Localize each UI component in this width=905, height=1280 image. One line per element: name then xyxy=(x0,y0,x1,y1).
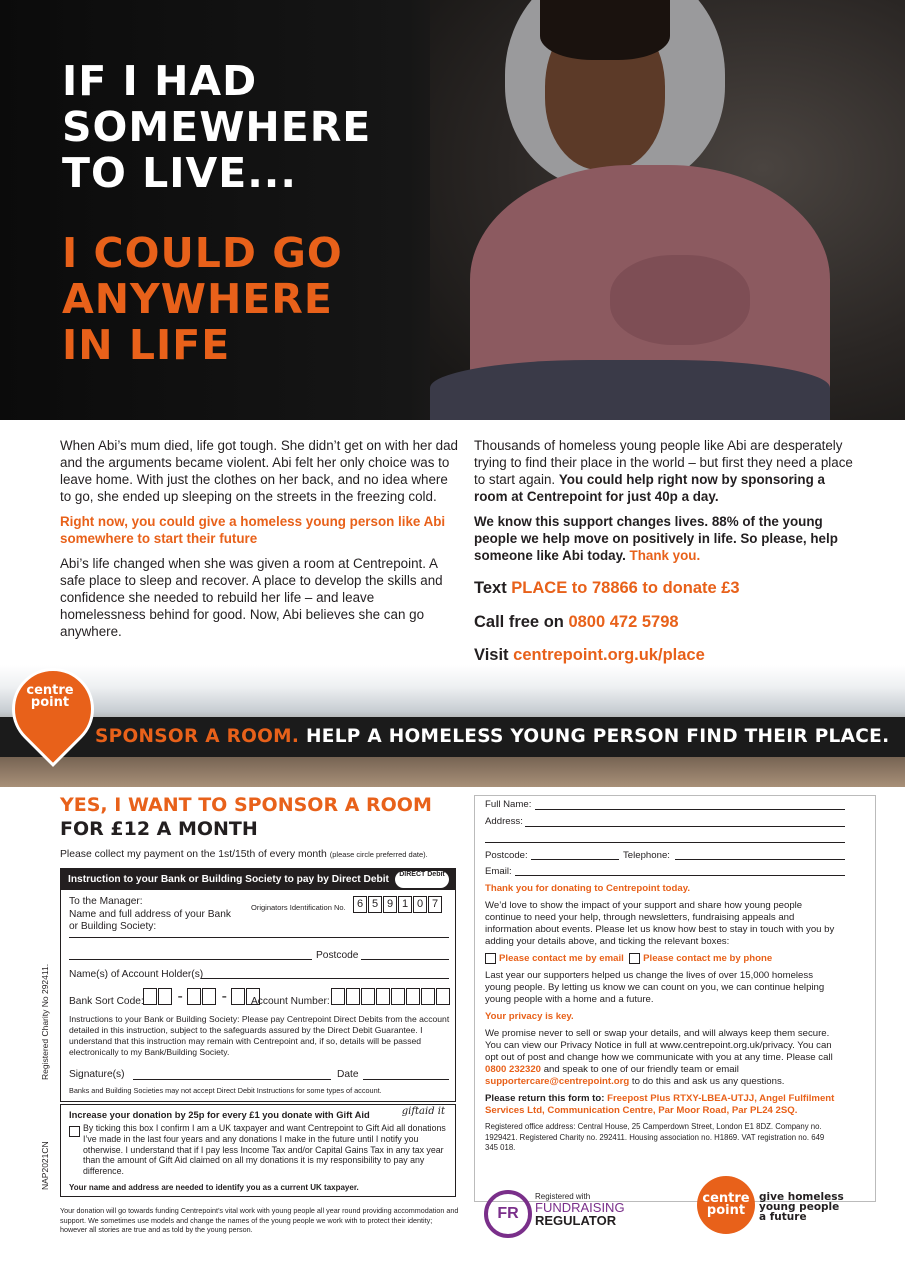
originator-digit: 9 xyxy=(383,896,397,913)
cta-prefix: Call free on xyxy=(474,612,569,631)
appeal-text: Thousands of homeless young people like Abi are desperately trying to find their place in the world – but first they need a place to start again. xyxy=(474,438,853,487)
privacy-text xyxy=(485,883,835,1159)
originator-id xyxy=(353,896,443,914)
appeal-text-bold: You could help right now by sponsoring a room at Centrepoint for just 40p a day. xyxy=(474,472,825,504)
gift-aid-note: Your name and address are needed to identify you as a current UK taxpayer. xyxy=(69,1183,359,1192)
appeal-paragraph xyxy=(474,437,854,505)
privacy-paragraph xyxy=(485,1028,835,1088)
privacy-text-c: to do this and ask us any questions. xyxy=(629,1076,785,1088)
originator-digit: 6 xyxy=(353,896,367,913)
story-column-left xyxy=(60,437,460,648)
date-label: Date xyxy=(337,1069,359,1080)
originator-label: Originators Identification No. xyxy=(251,903,346,912)
address-field-2[interactable] xyxy=(485,842,845,843)
fr-name-2: REGULATOR xyxy=(535,1213,617,1228)
to-manager-label: To the Manager: xyxy=(69,896,143,907)
headline-line: I COULD GO xyxy=(62,229,343,277)
nap-code: NAP2021CN xyxy=(40,1141,50,1190)
impact-paragraph: Last year our supporters helped us change the lives of over 15,000 homeless young people. By letting us know we can count on you, we can continue helping young people with a home and a future. xyxy=(485,970,825,1006)
gift-aid-logo: giftaid it xyxy=(401,1106,445,1117)
gift-aid-title: Increase your donation by 25p for every £1 you donate with Gift Aid xyxy=(69,1109,370,1120)
supporter-email-link[interactable]: supportercare@centrepoint.org xyxy=(485,1076,630,1088)
bank-address-field[interactable] xyxy=(69,937,449,938)
hero-image xyxy=(0,0,905,420)
hero-hair xyxy=(540,0,670,60)
banner-text xyxy=(95,726,889,747)
story-paragraph: Abi’s life changed when she was given a room at Centrepoint. A safe place to sleep and recover. A place to develop the skills and confidence she needed to rebuild her life – and leave homelessness behind for good. Now, Abi believes she can go anywhere. xyxy=(60,556,443,639)
contact-options xyxy=(485,953,835,965)
email-consent-checkbox[interactable] xyxy=(485,953,496,964)
privacy-text-b: and speak to one of our friendly team or email xyxy=(541,1064,739,1076)
form-subtitle: FOR £12 A MONTH xyxy=(60,818,258,840)
address-label: Address: xyxy=(485,816,523,827)
appeal-paragraph xyxy=(474,513,854,564)
headline-white xyxy=(62,58,371,196)
signature-label: Signature(s) xyxy=(69,1069,125,1080)
cta-prefix: Text xyxy=(474,579,512,597)
supporter-phone-link[interactable]: 0800 232320 xyxy=(485,1064,542,1076)
bank-postcode-field[interactable] xyxy=(361,959,449,960)
email-consent-label: Please contact me by email xyxy=(499,953,624,965)
disclaimer: Your donation will go towards funding Centrepoint’s vital work with young people all year round providing accommodation and support. We sometimes use models and change the names of the young people we work with to protect their identity; however all stories are true and as told by the young person. xyxy=(60,1206,459,1234)
story-paragraph: When Abi’s mum died, life got tough. She didn’t get on with her dad and the arguments became violent. Abi felt her only choice was to leave home. With just the clothes on her back, and no idea where to go, she ended up sleeping on the streets in the freezing cold. xyxy=(60,438,458,504)
tagline-line: a future xyxy=(759,1211,807,1223)
personal-details-form xyxy=(474,795,876,1202)
direct-debit-logo: DIRECT Debit xyxy=(395,871,449,888)
centrepoint-logo: centre point xyxy=(26,683,74,710)
appeal-text-bold: We know this support changes lives. 88% of the young people we help move on positively in life. So please, help someone like Abi today. xyxy=(474,514,838,563)
headline-line: ANYWHERE xyxy=(62,275,333,323)
freepost-address: Freepost Plus RTXY-LBEA-UTJJ, Angel Fulfilment Services Ltd, Communication Centre, Par Moor Road, Par PL24 2SQ. xyxy=(485,1093,835,1117)
return-label: Please return this form to: xyxy=(485,1093,608,1105)
account-number-field[interactable] xyxy=(331,988,451,1006)
full-name-field[interactable] xyxy=(535,809,845,810)
date-field[interactable] xyxy=(363,1079,449,1080)
account-holders-label: Name(s) of Account Holder(s) xyxy=(69,969,204,980)
bank-address-label: Name and full address of your Bank or Building Society: xyxy=(69,909,231,932)
originator-digit: 0 xyxy=(413,896,427,913)
telephone-label: Telephone: xyxy=(623,850,670,861)
headline-line: IF I HAD xyxy=(62,57,258,105)
collection-note: (please circle preferred date). xyxy=(329,850,428,859)
originator-digit: 5 xyxy=(368,896,382,913)
cta-website-link[interactable]: centrepoint.org.uk/place xyxy=(513,646,705,664)
headline-line: TO LIVE... xyxy=(62,149,297,197)
story-highlight: Right now, you could give a homeless young person like Abi somewhere to start their future xyxy=(60,514,446,546)
bank-address-field-2[interactable] xyxy=(69,959,312,960)
privacy-heading: Your privacy is key. xyxy=(485,1011,574,1023)
centrepoint-tagline xyxy=(759,1192,844,1222)
tagline-line: give homeless xyxy=(759,1191,844,1203)
address-field[interactable] xyxy=(525,826,845,827)
fundraising-regulator-logo xyxy=(535,1192,625,1227)
cta-call xyxy=(474,610,854,636)
phone-consent-checkbox[interactable] xyxy=(629,953,640,964)
direct-debit-title: Instruction to your Bank or Building Society to pay by Direct Debit xyxy=(68,874,389,885)
postcode-field[interactable] xyxy=(531,859,619,860)
email-label: Email: xyxy=(485,866,512,877)
dd-instructions: Instructions to your Bank or Building Society: Please pay Centrepoint Direct Debits from the account detailed in this instruction, subject to the safeguards assured by the Direct Debit Guarantee. I understand that this instruction may remain with Centrepoint and, if so, details will be passed electronically to my Bank/Building Society. xyxy=(69,1014,450,1057)
direct-debit-form xyxy=(60,868,456,1102)
registered-charity-number: Registered Charity No 292411. xyxy=(40,963,50,1080)
cta-sms[interactable]: PLACE to 78866 to donate £3 xyxy=(511,579,740,597)
privacy-text-a: We promise never to sell or swap your details, and will always keep them secure. You can view our Privacy Notice in full at www.centrepoint.org.uk/privacy. You can opt out of post and change how we communicate with you at any time. Please call xyxy=(485,1028,833,1064)
thank-you-text: Thank you. xyxy=(629,548,701,563)
fr-name-1: FUNDRAISING xyxy=(535,1200,625,1215)
account-number-label: Account Number: xyxy=(251,996,330,1007)
headline-line: IN LIFE xyxy=(62,321,231,369)
phone-consent-label: Please contact me by phone xyxy=(643,953,773,965)
thanks-heading: Thank you for donating to Centrepoint today. xyxy=(485,883,691,894)
gift-aid-declaration: By ticking this box I confirm I am a UK taxpayer and want Centrepoint to Gift Aid all donations I’ve made in the last four years and any donations I make in the future until I notify you otherwise. I understand that if I pay less Income Tax and/or Capital Gains Tax in any tax year than the amount of Gift Aid claimed on all my donations it is my responsibility to pay any difference. xyxy=(83,1123,446,1177)
email-field[interactable] xyxy=(515,875,845,876)
signature-field[interactable] xyxy=(133,1079,331,1080)
banks-note: Banks and Building Societies may not accept Direct Debit Instructions for some types of account. xyxy=(69,1086,382,1095)
headline-line: SOMEWHERE xyxy=(62,103,372,151)
direct-debit-heading xyxy=(61,869,455,890)
postcode-label: Postcode: xyxy=(485,850,528,861)
gift-aid-checkbox[interactable] xyxy=(69,1126,80,1137)
fundraising-regulator-icon: FR xyxy=(484,1190,532,1238)
originator-digit: 1 xyxy=(398,896,412,913)
originator-digit: 7 xyxy=(428,896,442,913)
fr-registered: Registered with xyxy=(535,1192,591,1201)
postcode-label: Postcode xyxy=(316,950,359,961)
banner-highlight: SPONSOR A ROOM. xyxy=(95,726,300,747)
sort-code-label: Bank Sort Code: xyxy=(69,996,144,1007)
tagline-line: young people xyxy=(759,1201,840,1213)
account-holders-field[interactable] xyxy=(201,978,449,979)
form-title: YES, I WANT TO SPONSOR A ROOM xyxy=(60,794,432,816)
hero-legs xyxy=(430,360,830,420)
cta-phone-link[interactable]: 0800 472 5798 xyxy=(568,612,679,631)
collection-date xyxy=(60,849,428,860)
banner-rest: HELP A HOMELESS YOUNG PERSON FIND THEIR PLACE. xyxy=(299,726,890,747)
cta-text xyxy=(474,576,854,602)
return-address xyxy=(485,1093,835,1117)
telephone-field[interactable] xyxy=(675,859,845,860)
headline-orange xyxy=(62,230,343,368)
sort-code-field[interactable]: - - xyxy=(143,988,261,1006)
centrepoint-footer-logo: centre point xyxy=(697,1176,755,1234)
contact-paragraph: We’d love to show the impact of your support and share how young people continue to need your help, through newsletters, fundraising appeals and information about events. Please let us know how best to stay in touch with you by adding your details above, and ticking the relevant boxes: xyxy=(485,900,835,947)
collection-text[interactable]: Please collect my payment on the 1st/15th of every month xyxy=(60,849,327,860)
gift-aid-box xyxy=(60,1104,456,1197)
hero-arm xyxy=(610,255,750,345)
cta-prefix: Visit xyxy=(474,646,514,664)
office-details: Registered office address: Central House, 25 Camperdown Street, London E1 8DZ. Company no. 1929421. Registered Charity no. 292411. Housing association no. H1869. VAT registration no. 649 345 018. xyxy=(485,1122,825,1153)
full-name-label: Full Name: xyxy=(485,799,532,810)
